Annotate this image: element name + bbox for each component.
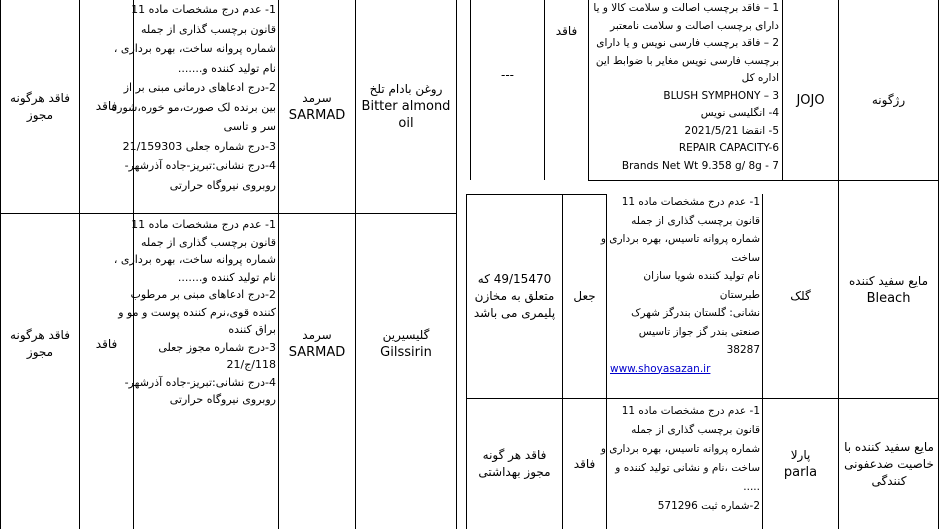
right-row2-brand: گلک [790, 289, 811, 303]
right-row2-status: 49/15470 که متعلق به مخازن پلیمری می باشد [473, 272, 556, 320]
website-link[interactable]: www.shoyasazan.ir [610, 362, 711, 375]
right-row3-requirements: 1- عدم درج مشخصات ماده 11 قانون برچسب گذاری از جمله شماره پروانه تاسیس، بهره برداری و ساخت ،نام و نشانی تولید کننده و ..... 2-شماره ثبت 571296 [600, 405, 760, 512]
left-row1-requirements: 1- عدم درج مشخصات ماده 11 قانون برچسب گذاری از جمله شماره پروانه ساخت، بهره برداری ، نام تولید کننده و....... 2-درج ادعاهای درمانی مبنی بر از بین برنده لک صورت،مو خوره،شوره سر و تاسی 3-درج شماره جعلی 21/159303 4-درج نشانی:تبریز-جاده آذرشهر- روبروی نیروگاه حرارتی [111, 3, 276, 192]
right-row3-status: فاقد هر گونه مجوز بهداشتی [478, 448, 551, 479]
right-row1-requirements: 1 – فاقد برچسب اصالت و سلامت کالا و یا دارای برچسب اصالت و سلامت نامعتبر 2 – فاقد برچسب فارسی نویس و یا دارای برچسب فارسی نویس مغایر با ضوابط این اداره کل BLUSH SYMPHONY – 3 4- انگلیسی نویس 5- انقضا 2021/5/21 REPAIR CAPACITY-6 Brands Net Wt 9.358 g/ 8g - 7 [593, 2, 779, 172]
right-row1-brand: JOJO [796, 92, 825, 108]
left-row2-requirements: 1- عدم درج مشخصات ماده 11 قانون برچسب گذاری از جمله شماره پروانه ساخت، بهره برداری ، نام تولید کننده و....... 2-درج ادعاهای مبنی بر مرطوب کننده قوی،نرم کننده پوست و مو و براق کننده 3-درج شماره مجوز جعلی 118/ج/21 4-درج نشانی:تبریز-جاده آذرشهر- روبروی نیروگاه حرارتی [113, 218, 276, 406]
right-row1-status: --- [501, 67, 514, 82]
left-row1-license: فاقد [95, 99, 118, 113]
left-row2-brand: سرمد SARMAD [288, 328, 346, 360]
right-row2-license: جعل [573, 289, 596, 303]
right-row2-product: مایع سفید کننده Bleach [848, 273, 929, 306]
left-row1-product: روغن بادام تلخ Bitter almond oil [361, 82, 451, 131]
right-row1-product: رژگونه [871, 92, 906, 107]
right-row3-product: مایع سفید کننده با خاصیت ضدعفونی کنندگی [844, 439, 934, 488]
right-row2-requirements: 1- عدم درج مشخصات ماده 11 قانون برچسب گذاری از جمله شماره پروانه تاسیس، بهره برداری و ساخت نام تولید کننده شویا سازان طبرستان نشانی: گلستان بندرگز شهرک صنعتی بندر گز جواز تاسیس 38287 www.shoyasazan.ir [600, 196, 760, 375]
left-row2-license: فاقد [95, 336, 118, 351]
right-row3-brand: پارلا parla [783, 448, 818, 480]
left-row1-status: فاقد هرگونه مجوز [10, 90, 70, 122]
left-row2-status: فاقد هرگونه مجوز [10, 328, 70, 359]
left-row2-product: گلیسیرین Gilssirin [380, 328, 432, 360]
left-row1-brand: سرمد SARMAD [288, 90, 346, 123]
right-row1-license: فاقد [555, 23, 578, 38]
right-row3-license: فاقد [573, 456, 596, 471]
